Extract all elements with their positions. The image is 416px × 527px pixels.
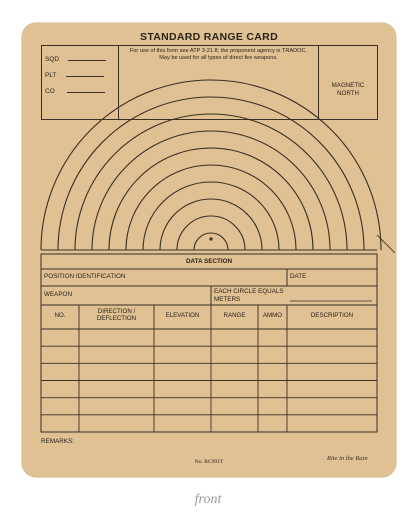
data-section-title: DATA SECTION <box>185 258 233 265</box>
usage-note-line2: May be used for all types of direct fire weapons. <box>159 55 278 62</box>
magnetic-north-line2: NORTH <box>337 89 359 97</box>
date-label: DATE <box>290 273 307 280</box>
remarks-label: REMARKS: <box>41 438 74 445</box>
form-number: No. RC991T <box>194 459 224 465</box>
caption-front: front <box>194 492 222 507</box>
column-header: NO. <box>54 312 66 319</box>
data-section-grid <box>22 23 396 477</box>
brand-signature: Rite in the Rain <box>327 455 368 462</box>
column-header: DESCRIPTION <box>310 312 354 319</box>
co-label: CO <box>45 88 55 95</box>
range-card <box>22 23 396 477</box>
card-title: STANDARD RANGE CARD <box>140 31 278 43</box>
sqd-label: SQD <box>45 56 60 63</box>
each-circle-line1: EACH CIRCLE EQUALS <box>214 288 284 295</box>
magnetic-north-line1: MAGNETIC <box>331 82 365 89</box>
each-circle-line2: METERS <box>214 295 241 303</box>
usage-note-line1: For use of this form see ATP 3-21.8; the proponent agency is TRADOC. <box>129 48 308 54</box>
column-header: RANGE <box>223 312 246 319</box>
column-header: DIRECTION / DEFLECTION <box>96 308 137 322</box>
each-circle-equals-label <box>214 288 284 303</box>
weapon-label: WEAPON <box>44 291 72 298</box>
column-header: AMMO <box>262 312 283 319</box>
plt-label: PLT <box>45 72 57 79</box>
column-header: ELEVATION <box>165 312 200 319</box>
position-identification-label: POSITION IDENTIFICATION <box>44 273 126 280</box>
